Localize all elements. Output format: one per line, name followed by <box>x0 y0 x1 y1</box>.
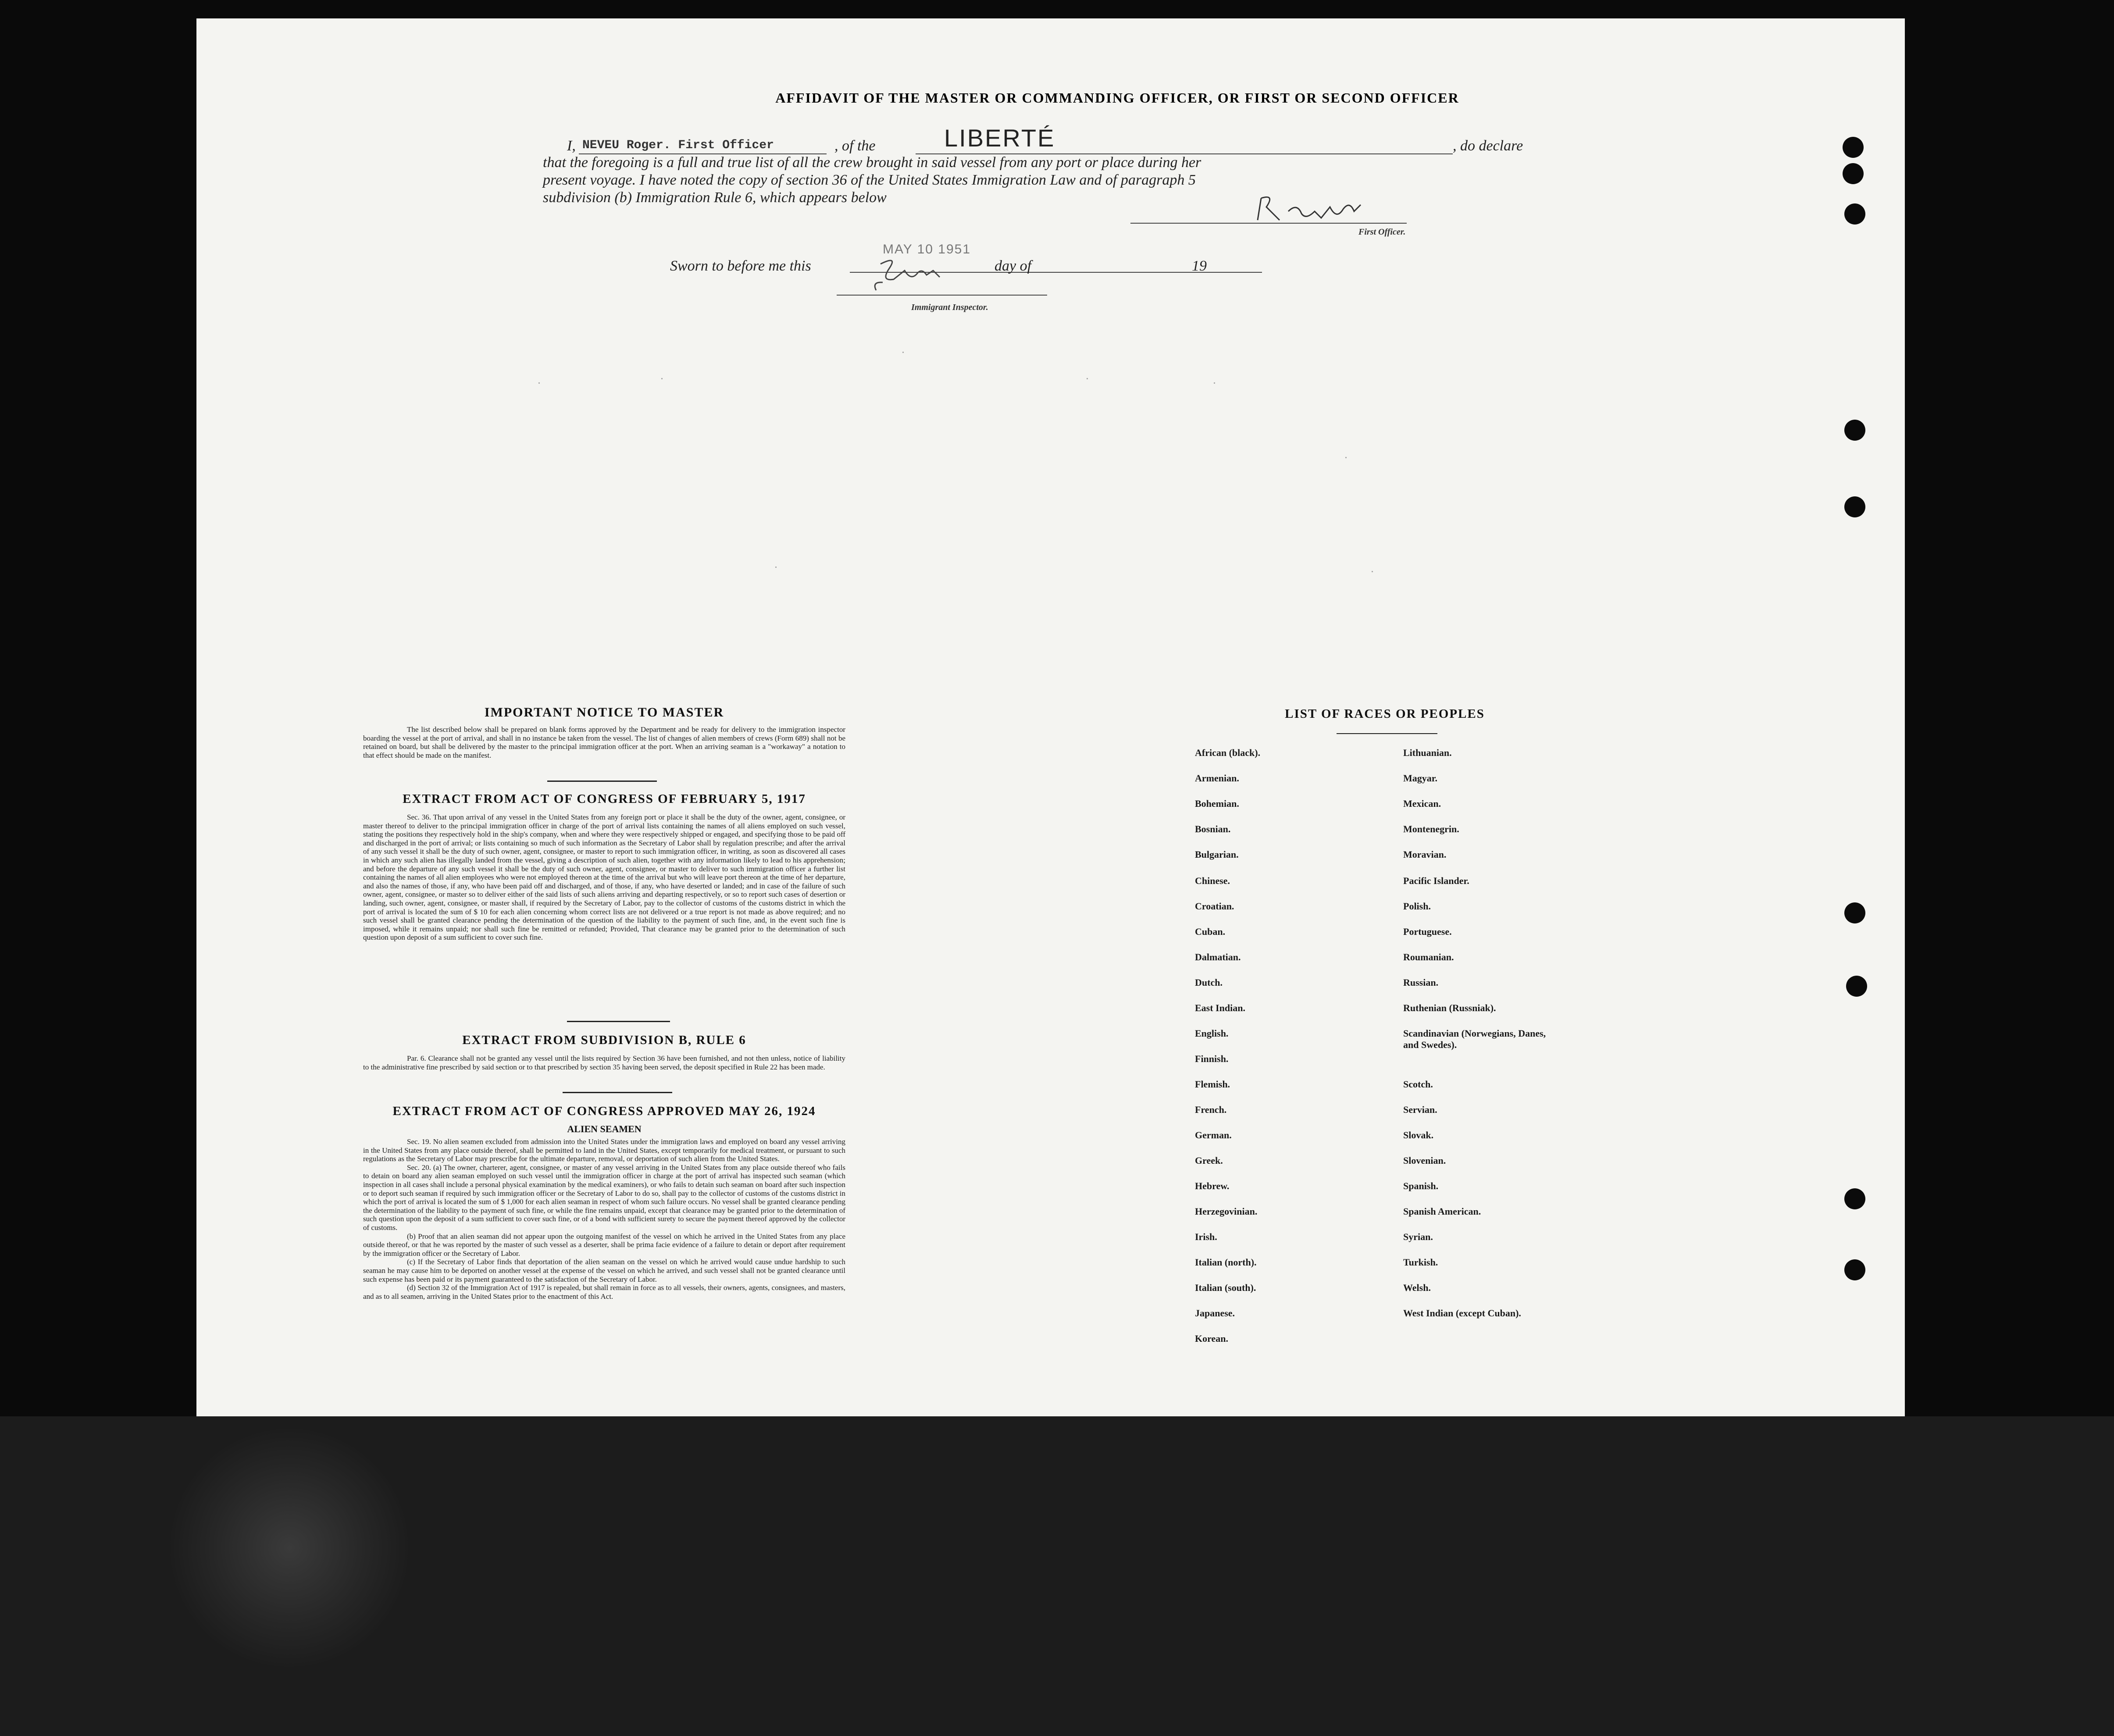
race-item-right: Ruthenian (Russniak). <box>1403 1002 1496 1013</box>
inspector-signature <box>863 255 977 295</box>
race-item-left: English. <box>1195 1028 1229 1039</box>
race-item-left: Dutch. <box>1195 977 1223 988</box>
punch-hole <box>1844 1188 1865 1209</box>
sworn-label: Sworn to before me this <box>670 258 811 274</box>
race-item-left: Korean. <box>1195 1333 1228 1344</box>
extract-1917-text: Sec. 36. That upon arrival of any vessel in the United States from any foreign port or place it shall be the duty of the owner, agent, consignee, or master thereof to deliver to the principal immigration officer in charge of the port of arrival lists containing the names of all aliens employed on such vessel, stating the positions they respectively hold in the ship's company, when and where they were respectively shipped or engaged, and specifying those to be paid off and discharged in the port of arrival; or lists containing so much of such information as the Secretary of Labor shall by regulation prescribe; and after the arrival of any such vessel it shall be the duty of such owner, agent, consignee, or master to report to such immigration officer, in writing, as soon as discovered all cases in which any such alien has illegally landed from the vessel, giving a description of such alien, together with any information likely to lead to his apprehension; and before the departure of any such vessel it shall be the duty of such owner, agent, consignee, or master to deliver to such immigration officer a further list containing the names of all alien employees who were not employed thereon at the time of the arrival but who will leave port thereon at the time of her departure, and also the names of those, if any, who have been paid off and discharged, and of those, if any, who have deserted or landed; and in case of the failure of such owner, agent, consignee, or master so to deliver either of the said lists of such aliens arriving and departing respectively, or so to report such cases of desertion or landing, such owner, agent, consignee, or master shall, if required by the Secretary of Labor, pay to the collector of customs of the customs district in which the port of arrival is located the sum of $ 10 for each alien concerning whom correct lists are not delivered or a true report is not made as above required; and no such vessel shall be granted clearance pending the determination of the question of the liability to the payment of such fine, and, in the event such fine is imposed, while it remains unpaid; nor shall such fine be remitted or refunded; Provided, That clearance may be granted prior to the determination of such question upon deposit of a sum sufficient to cover such fine. <box>363 813 845 942</box>
punch-hole <box>1843 163 1864 184</box>
race-item-right: Slovak. <box>1403 1130 1434 1141</box>
race-item-left: Greek. <box>1195 1155 1223 1166</box>
rule-6-text: Par. 6. Clearance shall not be granted any vessel until the lists required by Section 36 have been furnished, and not then unless, notice of liability to the administrative fine prescribed by said section or to that prescribed by section 35 having been served, the deposit specified in Rule 22 has been made. <box>363 1054 845 1071</box>
race-item-right: Lithuanian. <box>1403 747 1452 758</box>
race-item-right: West Indian (except Cuban). <box>1403 1308 1521 1319</box>
race-item-left: Italian (south). <box>1195 1282 1256 1293</box>
punch-hole <box>1843 137 1864 158</box>
extract-1924-paragraph: (b) Proof that an alien seaman did not appear upon the outgoing manifest of the vessel on which he arrived in the United States from any place outside thereof, or that he was reported by the master of such vessel as a deserter, shall be prima facie evidence of a failure to detain or deport after requirement by the immigration officer or the Secretary of Labor. <box>363 1232 845 1258</box>
extract-1924-paragraph: Sec. 20. (a) The owner, charterer, agent, consignee, or master of any vessel arriving in the United States from any place outside thereof who fails to detain on board any alien seaman employed on such vessel until the immigration officer in charge at the port of arrival has inspected such seaman (which inspection in all cases shall include a personal physical examination by the medical examiners), or who fails to detain such seaman on board after such inspection or to deport such seaman if required by such immigration officer or the Secretary of Labor to do so, shall pay to the collector of customs of the customs district in which the port of arrival is located the sum of $ 1,000 for each alien seaman in respect of whom such failure occurs. No vessel shall be granted clearance pending the determination of the liability to the payment of such fine, or while the fine remains unpaid, except that clearance may be granted prior to the determination of such question upon the deposit of a sum sufficient to cover such fine, or of a bond with sufficient surety to secure the payment thereof approved by the collector of customs. <box>363 1163 845 1232</box>
race-item-right: Slovenian. <box>1403 1155 1446 1166</box>
year-label: 19 <box>1192 258 1207 274</box>
race-item-right: Spanish American. <box>1403 1206 1481 1217</box>
affidavit-do-declare-label: , do declare <box>1453 138 1523 154</box>
extract-1924-paragraph: Sec. 19. No alien seamen excluded from admission into the United States under the immigration laws and employed on board any vessel arriving in the United States from any place outside thereof, shall be permitted to land in the United States, except temporarily for medical treatment, or pursuant to such regulations as the Secretary of Labor may prescribe for the ultimate departure, removal, or deportation of such alien from the United States. <box>363 1137 845 1163</box>
race-item-left: Hebrew. <box>1195 1180 1230 1191</box>
race-item-right: Syrian. <box>1403 1231 1433 1242</box>
affidavit-line-2: that the foregoing is a full and true list of all the crew brought in said vessel from any port or place during her <box>543 154 1201 171</box>
race-item-left: Croatian. <box>1195 901 1234 912</box>
race-item-right: Polish. <box>1403 901 1431 912</box>
punch-hole <box>1844 420 1865 441</box>
punch-hole <box>1844 496 1865 517</box>
affidavit-of-the-label: , of the <box>834 138 876 154</box>
race-item-left: Cuban. <box>1195 926 1226 937</box>
race-item-left: Flemish. <box>1195 1079 1230 1090</box>
race-item-right: Spanish. <box>1403 1180 1439 1191</box>
race-item-left: East Indian. <box>1195 1002 1245 1013</box>
rule-6-title: EXTRACT FROM SUBDIVISION B, RULE 6 <box>462 1033 746 1047</box>
extract-1924-subtitle: ALIEN SEAMEN <box>567 1123 642 1134</box>
officer-signature <box>1249 194 1372 229</box>
race-item-right: Scandinavian (Norwegians, Danes, and Swedes). <box>1403 1028 1546 1050</box>
race-item-right: Turkish. <box>1403 1257 1438 1268</box>
inspector-caption: Immigrant Inspector. <box>911 303 988 312</box>
extract-1924-body <box>363 1137 845 1301</box>
races-title: LIST OF RACES OR PEOPLES <box>1285 707 1485 721</box>
notice-text: The list described below shall be prepared on blank forms approved by the Department and be ready for delivery to the immigration inspector boarding the vessel at the port of arrival, and shall in no instance be taken from the vessel. The list of changes of alien members of crews (Form 689) shall not be retained on board, but shall be delivered by the master to the principal immigration officer at the port. When an arriving seaman is a "workaway" a notation to that effect should be made on the manifest. <box>363 725 845 759</box>
race-item-left: Armenian. <box>1195 773 1239 784</box>
officer-caption: First Officer. <box>1358 227 1406 237</box>
race-item-right: Welsh. <box>1403 1282 1431 1293</box>
punch-hole <box>1844 902 1865 923</box>
scan-smudge <box>167 1425 412 1671</box>
race-item-left: Italian (north). <box>1195 1257 1257 1268</box>
race-item-left: Japanese. <box>1195 1308 1235 1319</box>
race-item-left: German. <box>1195 1130 1232 1141</box>
race-item-right: Scotch. <box>1403 1079 1433 1090</box>
punch-hole <box>1844 1259 1865 1280</box>
race-item-left: French. <box>1195 1104 1227 1115</box>
race-item-right: Russian. <box>1403 977 1439 988</box>
race-item-right: Roumanian. <box>1403 952 1454 962</box>
date-stamp: MAY 10 1951 <box>883 242 971 257</box>
document-page <box>196 18 1905 1416</box>
race-item-left: African (black). <box>1195 747 1261 758</box>
race-item-right: Servian. <box>1403 1104 1437 1115</box>
race-item-left: Bohemian. <box>1195 798 1239 809</box>
extract-1924-paragraph: (c) If the Secretary of Labor finds that deportation of the alien seaman on the vessel on which he arrived would cause undue hardship to such seaman he may cause him to be deported on another vessel at the expense of the vessel on which he arrived, and such vessel shall not be granted clearance until such expense has been paid or its payment guaranteed to the satisfaction of the Secretary of Labor. <box>363 1258 845 1283</box>
race-item-left: Finnish. <box>1195 1053 1229 1064</box>
day-of-label: day of <box>995 258 1032 274</box>
race-item-left: Herzegovinian. <box>1195 1206 1258 1217</box>
notice-title: IMPORTANT NOTICE TO MASTER <box>484 705 724 720</box>
race-item-right: Moravian. <box>1403 849 1447 860</box>
race-item-left: Bosnian. <box>1195 823 1231 834</box>
affidavit-i-label: I, <box>567 138 576 154</box>
race-item-right: Magyar. <box>1403 773 1438 784</box>
race-item-right: Montenegrin. <box>1403 823 1459 834</box>
affidavit-line-4: subdivision (b) Immigration Rule 6, which appears below <box>543 189 887 206</box>
race-item-left: Irish. <box>1195 1231 1217 1242</box>
race-item-right: Mexican. <box>1403 798 1441 809</box>
race-item-left: Bulgarian. <box>1195 849 1239 860</box>
extract-1924-title: EXTRACT FROM ACT OF CONGRESS APPROVED MAY 26, 1924 <box>392 1104 816 1118</box>
punch-hole <box>1846 976 1867 997</box>
extract-1924-paragraph: (d) Section 32 of the Immigration Act of 1917 is repealed, but shall remain in force as to all vessels, their owners, agents, consignees, and masters, and as to all seamen, arriving in the United States prior to the enactment of this Act. <box>363 1283 845 1301</box>
punch-hole <box>1844 203 1865 225</box>
officer-name: NEVEU Roger. First Officer <box>582 139 774 152</box>
race-item-right: Pacific Islander. <box>1403 875 1469 886</box>
extract-1917-title: EXTRACT FROM ACT OF CONGRESS OF FEBRUARY 5, 1917 <box>403 792 806 806</box>
affidavit-line-3: present voyage. I have noted the copy of section 36 of the United States Immigration Law and of paragraph 5 <box>543 172 1196 188</box>
race-item-right: Portuguese. <box>1403 926 1452 937</box>
vessel-name: LIBERTÉ <box>944 124 1055 152</box>
affidavit-title: AFFIDAVIT OF THE MASTER OR COMMANDING OFFICER, OR FIRST OR SECOND OFFICER <box>775 90 1459 106</box>
race-item-left: Dalmatian. <box>1195 952 1241 962</box>
race-item-left: Chinese. <box>1195 875 1230 886</box>
